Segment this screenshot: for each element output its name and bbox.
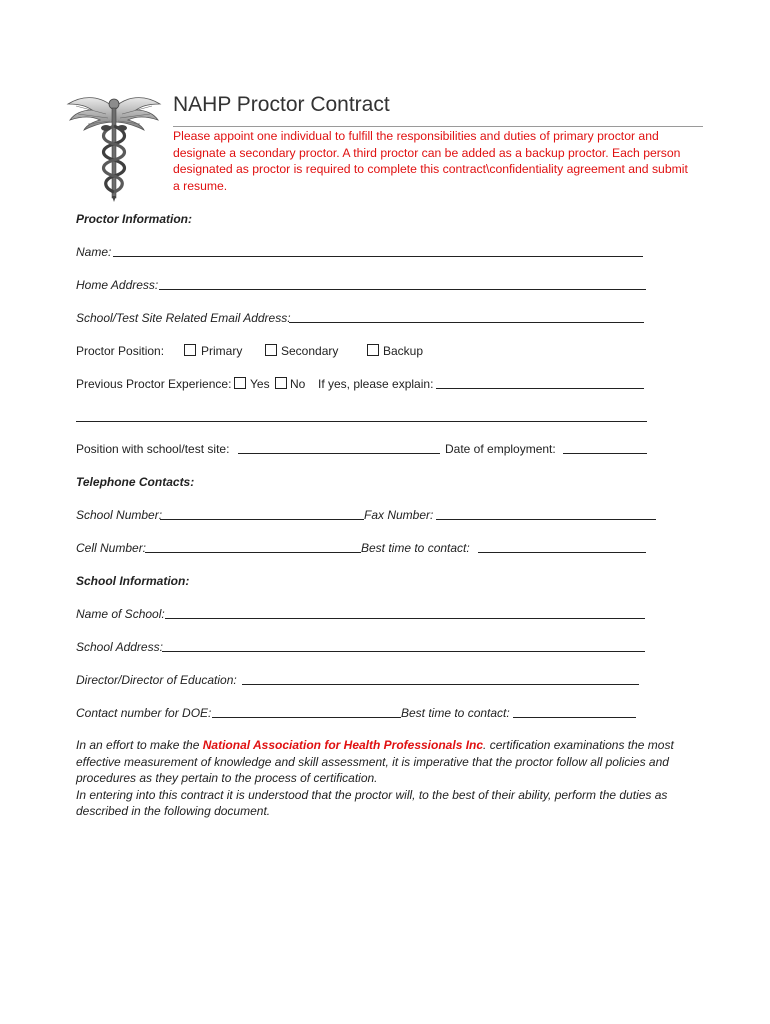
fax-number-field[interactable] bbox=[436, 519, 656, 520]
closing-text-start: In an effort to make the bbox=[76, 738, 203, 752]
previous-experience-label: Previous Proctor Experience: bbox=[76, 377, 232, 391]
closing-text-end: . certification examinations the most effective measurement of knowledge and skill assessment, it is imperative that the proctor follow all policies and procedures as they pertain to the process of certification. bbox=[76, 738, 674, 786]
title-divider bbox=[173, 126, 703, 127]
fax-number-label: Fax Number: bbox=[364, 508, 434, 522]
contact-doe-label: Contact number for DOE: bbox=[76, 706, 212, 720]
if-yes-label: If yes, please explain: bbox=[318, 377, 434, 391]
organization-name: National Association for Health Professionals Inc bbox=[202, 738, 484, 752]
primary-label: Primary bbox=[201, 344, 243, 358]
no-label: No bbox=[290, 377, 306, 391]
best-time-field[interactable] bbox=[478, 552, 646, 553]
date-of-employment-field[interactable] bbox=[563, 453, 647, 454]
best-time-label: Best time to contact: bbox=[361, 541, 470, 555]
yes-checkbox[interactable] bbox=[234, 377, 246, 389]
director-label: Director/Director of Education: bbox=[76, 673, 237, 687]
page-title: NAHP Proctor Contract bbox=[173, 93, 390, 116]
contract-understanding-text: In entering into this contract it is understood that the proctor will, to the best of their ability, perform the duties as described in the following document. bbox=[76, 787, 668, 819]
primary-checkbox[interactable] bbox=[184, 344, 196, 356]
caduceus-icon bbox=[62, 84, 166, 202]
school-section-heading: School Information: bbox=[76, 574, 190, 588]
backup-checkbox[interactable] bbox=[367, 344, 379, 356]
no-checkbox[interactable] bbox=[275, 377, 287, 389]
school-address-label: School Address: bbox=[76, 640, 163, 654]
date-of-employment-label: Date of employment: bbox=[445, 442, 556, 456]
secondary-label: Secondary bbox=[281, 344, 339, 358]
proctor-position-label: Proctor Position: bbox=[76, 344, 165, 358]
backup-label: Backup bbox=[383, 344, 424, 358]
school-number-label: School Number: bbox=[76, 508, 163, 522]
email-label: School/Test Site Related Email Address: bbox=[76, 311, 291, 325]
cell-number-field[interactable] bbox=[145, 552, 361, 553]
school-address-field[interactable] bbox=[162, 651, 645, 652]
secondary-checkbox[interactable] bbox=[265, 344, 277, 356]
explain-field-continued[interactable] bbox=[76, 421, 647, 422]
closing-paragraph bbox=[76, 737, 696, 820]
cell-number-label: Cell Number: bbox=[76, 541, 147, 555]
intro-instructions: Please appoint one individual to fulfill the responsibilities and duties of primary proctor and designate a secondary proctor. A third proctor can be added as a backup proctor. Each person designated as proctor is required to complete this contract\confidentiality agreement and submit a resume. bbox=[173, 129, 688, 193]
home-address-label: Home Address: bbox=[76, 278, 159, 292]
director-field[interactable] bbox=[242, 684, 639, 685]
school-number-field[interactable] bbox=[160, 519, 364, 520]
position-with-school-label: Position with school/test site: bbox=[76, 442, 230, 456]
position-with-school-field[interactable] bbox=[238, 453, 440, 454]
name-of-school-field[interactable] bbox=[165, 618, 645, 619]
email-field[interactable] bbox=[289, 322, 644, 323]
name-label: Name: bbox=[76, 245, 112, 259]
best-time-doe-field[interactable] bbox=[513, 717, 636, 718]
name-of-school-label: Name of School: bbox=[76, 607, 165, 621]
name-field[interactable] bbox=[113, 256, 643, 257]
yes-label: Yes bbox=[250, 377, 270, 391]
telephone-section-heading: Telephone Contacts: bbox=[76, 475, 195, 489]
proctor-section-heading: Proctor Information: bbox=[76, 212, 192, 226]
explain-field[interactable] bbox=[436, 388, 644, 389]
best-time-doe-label: Best time to contact: bbox=[401, 706, 510, 720]
home-address-field[interactable] bbox=[159, 289, 646, 290]
contact-doe-field[interactable] bbox=[212, 717, 401, 718]
